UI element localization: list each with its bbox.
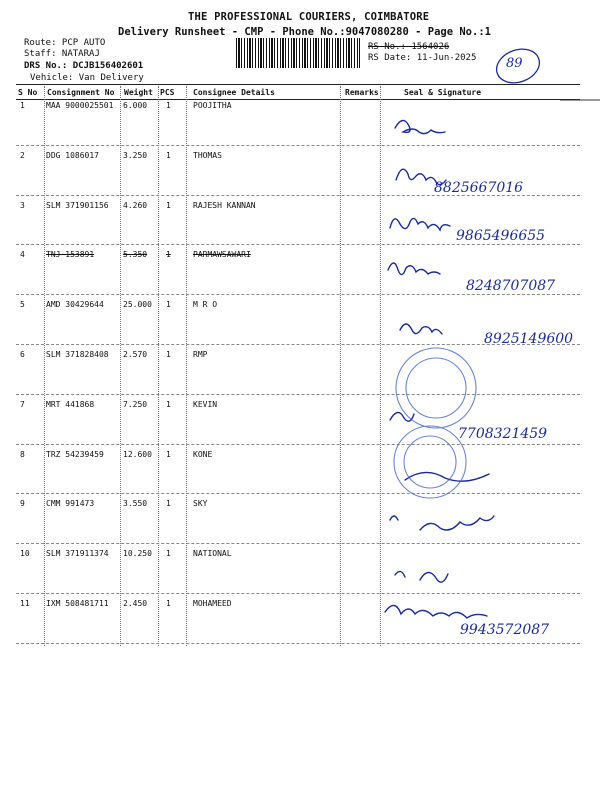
row-weight: 7.250 (123, 400, 148, 409)
row-consignee: PARMAWSAWARI (193, 250, 251, 259)
row-sno: 1 (20, 101, 25, 110)
row-pcs: 1 (166, 599, 171, 608)
row-weight: 5.350 (123, 250, 148, 259)
row-consignment: SLM 371828408 (46, 350, 109, 359)
row-pcs: 1 (166, 350, 171, 359)
staff-label: Staff: NATARAJ (24, 49, 100, 59)
row-weight: 2.450 (123, 599, 148, 608)
row-consignee: RMP (193, 350, 208, 359)
row-weight: 10.250 (123, 549, 152, 558)
row-pcs: 1 (166, 300, 171, 309)
row-weight: 12.600 (123, 450, 152, 459)
row-consignment: TNJ 153891 (46, 250, 95, 259)
row-consignment: TRZ 54239459 (46, 450, 104, 459)
col-header-pcs: PCS (160, 88, 175, 97)
page-mark: 89 (506, 56, 523, 71)
row-sno: 9 (20, 499, 25, 508)
row-weight: 3.550 (123, 499, 148, 508)
rs-date: RS Date: 11-Jun-2025 (368, 53, 477, 63)
row-sno: 10 (20, 549, 30, 558)
runsheet-subtitle: Delivery Runsheet - CMP - Phone No.:9047080280 - Page No.:1 (118, 26, 491, 38)
col-header-remarks: Remarks (345, 88, 379, 97)
row-consignment: AMD 30429644 (46, 300, 104, 309)
row-consignee: NATIONAL (193, 549, 232, 558)
signature-phone-7: 7708321459 (458, 426, 548, 442)
drs-label: DRS No.: DCJB156402601 (24, 61, 144, 71)
row-sno: 3 (20, 201, 25, 210)
row-weight: 3.250 (123, 151, 148, 160)
row-consignee: MOHAMEED (193, 599, 232, 608)
row-pcs: 1 (166, 499, 171, 508)
row-consignee: M R O (193, 300, 218, 309)
row-sno: 11 (20, 599, 30, 608)
col-header-signature: Seal & Signature (404, 88, 482, 97)
row-pcs: 1 (166, 549, 171, 558)
row-sno: 6 (20, 350, 25, 359)
row-consignment: IXM 508481711 (46, 599, 109, 608)
row-sno: 7 (20, 400, 25, 409)
row-weight: 25.000 (123, 300, 152, 309)
vehicle-label: Vehicle: Van Delivery (30, 73, 144, 83)
row-pcs: 1 (166, 250, 171, 259)
col-header-weight: Weight (124, 88, 153, 97)
signature-phone-2: 8825667016 (434, 180, 524, 196)
row-pcs: 1 (166, 400, 171, 409)
row-consignment: MRT 441868 (46, 400, 95, 409)
row-consignee: KONE (193, 450, 213, 459)
row-consignee: POOJITHA (193, 101, 232, 110)
signature-phone-5: 8925149600 (484, 331, 574, 347)
runsheet-title: THE PROFESSIONAL COURIERS, COIMBATORE (188, 11, 430, 23)
signature-phone-4: 8248707087 (466, 278, 556, 294)
row-consignee: RAJESH KANNAN (193, 201, 256, 210)
row-weight: 6.000 (123, 101, 148, 110)
row-sno: 4 (20, 250, 25, 259)
signature-phone-11: 9943572087 (460, 622, 550, 638)
row-pcs: 1 (166, 101, 171, 110)
row-pcs: 1 (166, 151, 171, 160)
row-weight: 2.570 (123, 350, 148, 359)
row-consignment: SLM 371911374 (46, 549, 109, 558)
row-sno: 5 (20, 300, 25, 309)
row-pcs: 1 (166, 450, 171, 459)
row-consignment: DDG 1086017 (46, 151, 99, 160)
row-pcs: 1 (166, 201, 171, 210)
row-sno: 2 (20, 151, 25, 160)
col-header-consignment: Consignment No (47, 88, 115, 97)
rs-number: RS No.: 1564026 (368, 42, 450, 52)
route-label: Route: PCP AUTO (24, 38, 106, 48)
row-consignee: KEVIN (193, 400, 218, 409)
row-consignee: SKY (193, 499, 208, 508)
col-header-sno: S No (18, 88, 38, 97)
row-consignee: THOMAS (193, 151, 222, 160)
row-consignment: MAA 9000025501 (46, 101, 114, 110)
row-consignment: SLM 371901156 (46, 201, 109, 210)
row-consignment: CMM 991473 (46, 499, 95, 508)
row-sno: 8 (20, 450, 25, 459)
row-weight: 4.260 (123, 201, 148, 210)
col-header-consignee: Consignee Details (193, 88, 275, 97)
signature-phone-3: 9865496655 (456, 228, 546, 244)
